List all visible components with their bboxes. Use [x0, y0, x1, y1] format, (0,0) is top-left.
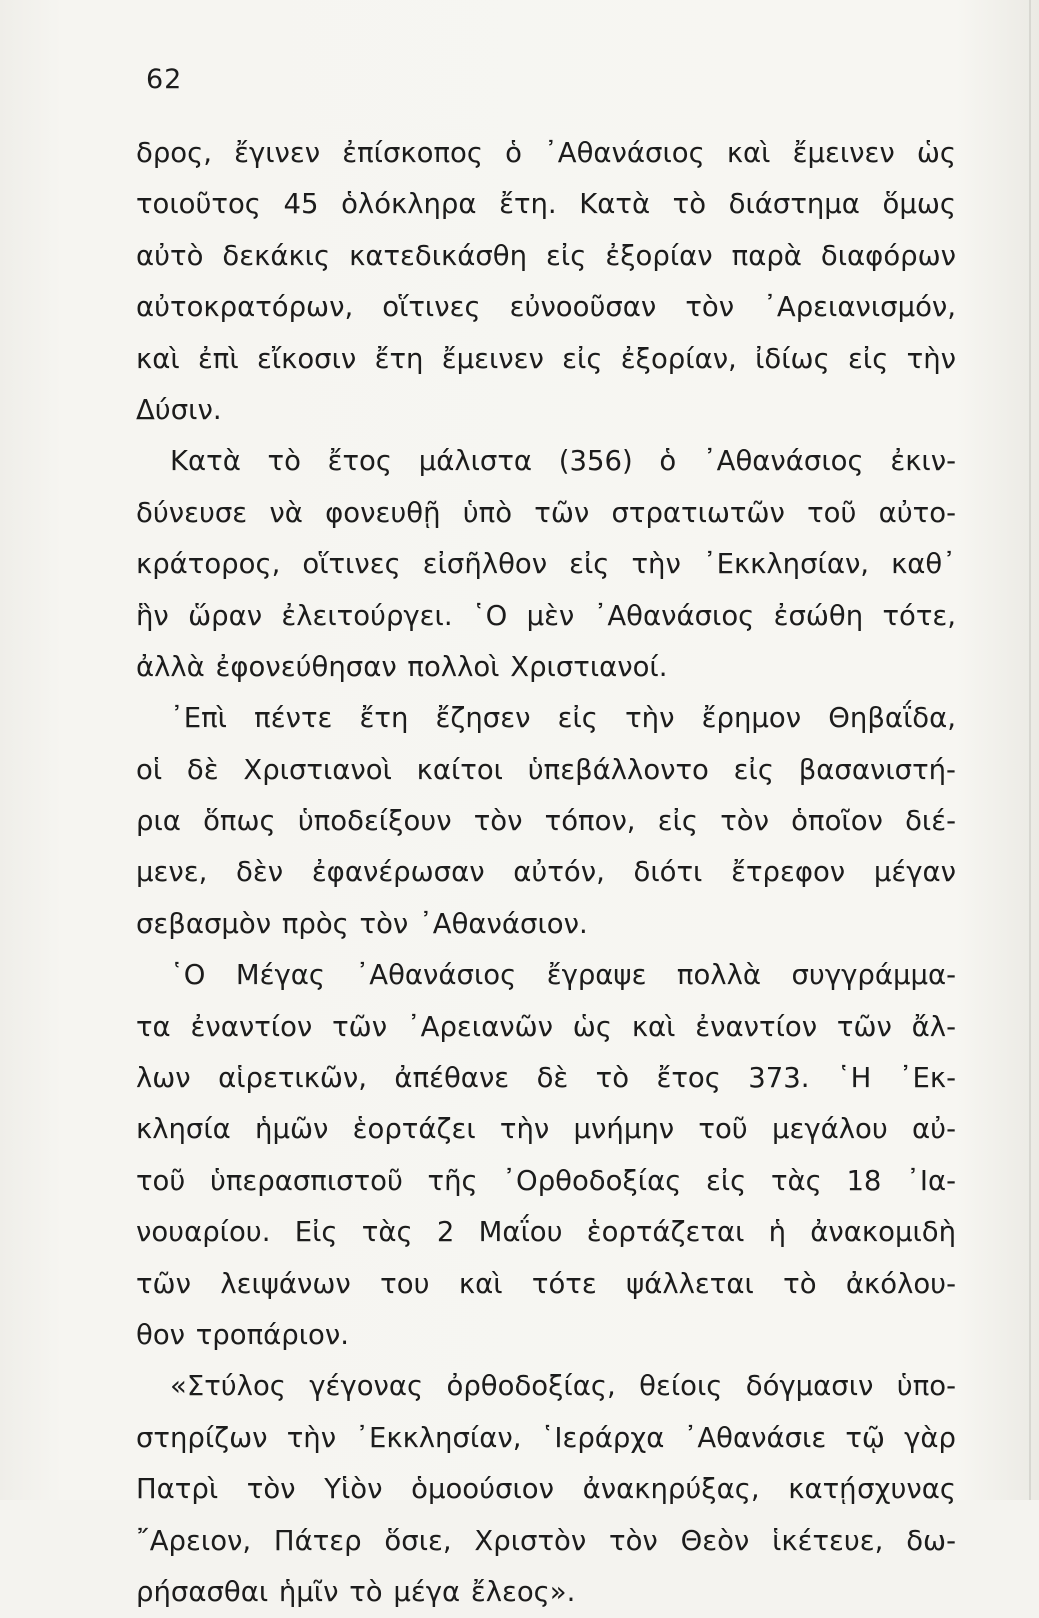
text-line: μενε, δὲν ἐφανέρωσαν αὐτόν, διότι ἔτρεφον μέγαν [136, 856, 956, 889]
text-line: αὐτοκρατόρων, οἵτινες εὐνοοῦσαν τὸν ᾿Αρειανισμόν, [136, 291, 956, 324]
text-line: ἀλλὰ ἐφονεύθησαν πολλοὶ Χριστιανοί. [136, 650, 668, 683]
text-line: ἣν ὥραν ἐλειτούργει. ῾Ο μὲν ᾿Αθανάσιος ἐσώθη τότε, [136, 599, 956, 632]
text-line: λων αἱρετικῶν, ἀπέθανε δὲ τὸ ἔτος 373. ῾Η ᾿Εκ- [136, 1062, 956, 1095]
text-line: δύνευσε νὰ φονευθῇ ὑπὸ τῶν στρατιωτῶν τοῦ αὐτο- [136, 496, 956, 529]
text-line: ρια ὅπως ὑποδείξουν τὸν τόπον, εἰς τὸν ὁποῖον διέ- [136, 805, 956, 838]
page-edge-shadow [1029, 0, 1031, 1500]
body-text [136, 128, 956, 1618]
text-line: καὶ ἐπὶ εἴκοσιν ἔτη ἔμεινεν εἰς ἐξορίαν, ἰδίως εἰς τὴν [136, 342, 956, 375]
text-line: ρήσασθαι ἡμῖν τὸ μέγα ἔλεος». [136, 1575, 576, 1608]
text-line: ῾Ο Μέγας ᾿Αθανάσιος ἔγραψε πολλὰ συγγράμμα- [170, 959, 956, 992]
text-line: κλησία ἡμῶν ἑορτάζει τὴν μνήμην τοῦ μεγάλου αὐ- [136, 1113, 956, 1146]
text-line: τοιοῦτος 45 ὁλόκληρα ἔτη. Κατὰ τὸ διάστημα ὅμως [136, 188, 956, 221]
text-line: Πατρὶ τὸν Υἱὸν ὁμοούσιον ἀνακηρύξας, κατῄσχυνας [136, 1473, 956, 1506]
text-line: στηρίζων τὴν ᾿Εκκλησίαν, ῾Ιεράρχα ᾿Αθανάσιε τῷ γὰρ [136, 1421, 956, 1454]
text-line: ᾿Επὶ πέντε ἔτη ἔζησεν εἰς τὴν ἔρημον Θηβαΐδα, [170, 702, 956, 735]
text-line: Κατὰ τὸ ἔτος μάλιστα (356) ὁ ᾿Αθανάσιος ἐκιν- [170, 445, 956, 478]
text-line: «Στύλος γέγονας ὀρθοδοξίας, θείοις δόγμασιν ὑπο- [170, 1370, 956, 1403]
text-line: αὐτὸ δεκάκις κατεδικάσθη εἰς ἐξορίαν παρὰ διαφόρων [136, 239, 956, 272]
text-line: ῎Αρειον, Πάτερ ὅσιε, Χριστὸν τὸν Θεὸν ἱκέτευε, δω- [136, 1524, 956, 1557]
text-line: οἱ δὲ Χριστιανοὶ καίτοι ὑπεβάλλοντο εἰς βασανιστή- [136, 753, 956, 786]
text-line: τα ἐναντίον τῶν ᾿Αρειανῶν ὡς καὶ ἐναντίον τῶν ἄλ- [136, 1010, 956, 1043]
text-line: δρος, ἔγινεν ἐπίσκοπος ὁ ᾿Αθανάσιος καὶ ἔμεινεν ὡς [136, 137, 956, 169]
text-line: τῶν λειψάνων του καὶ τότε ψάλλεται τὸ ἀκόλου- [136, 1267, 956, 1300]
text-line: κράτορος, οἵτινες εἰσῆλθον εἰς τὴν ᾿Εκκλησίαν, καθ᾿ [136, 548, 956, 581]
text-line: σεβασμὸν πρὸς τὸν ᾿Αθανάσιον. [136, 907, 588, 940]
text-line: θον τροπάριον. [136, 1318, 349, 1351]
text-line: Δύσιν. [136, 393, 222, 426]
text-line: τοῦ ὑπερασπιστοῦ τῆς ᾿Ορθοδοξίας εἰς τὰς 18 ᾿Ια- [136, 1164, 956, 1197]
page-number: 62 [146, 64, 183, 95]
text-line: νουαρίου. Εἰς τὰς 2 Μαΐου ἑορτάζεται ἡ ἀνακομιδὴ [136, 1216, 956, 1249]
